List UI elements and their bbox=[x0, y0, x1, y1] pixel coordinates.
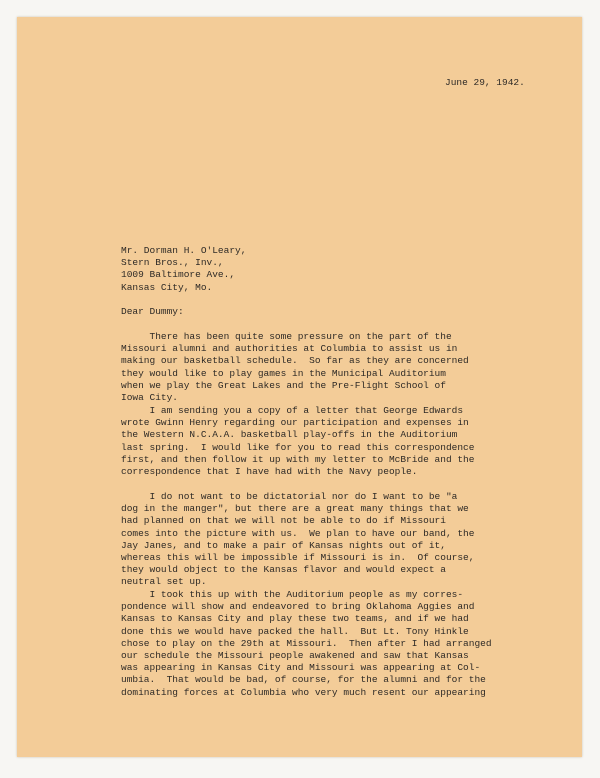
paragraph-line: Missouri alumni and authorities at Columbia to assist us in bbox=[121, 343, 458, 355]
paragraph-line: Iowa City. bbox=[121, 392, 179, 404]
paragraph-line: our schedule the Missouri people awakened and saw that Kansas bbox=[121, 650, 469, 662]
address-line: Kansas City, Mo. bbox=[121, 281, 213, 293]
paragraph-line: chose to play on the 29th at Missouri. Then after I had arranged bbox=[121, 637, 492, 649]
paragraph-line: There has been quite some pressure on the part of the bbox=[121, 331, 452, 342]
paragraph-line: whereas this will be impossible if Missouri is in. Of course, bbox=[121, 552, 475, 564]
address-line: Stern Bros., Inv., bbox=[121, 257, 224, 269]
paragraph-4 bbox=[121, 589, 492, 699]
recipient-address bbox=[121, 245, 246, 294]
paragraph-line: last spring. I would like for you to read this correspondence bbox=[121, 441, 475, 453]
salutation: Dear Dummy: bbox=[121, 306, 184, 317]
paragraph-3 bbox=[121, 491, 474, 589]
paragraph-2 bbox=[121, 405, 474, 478]
paragraph-line: correspondence that I have had with the Navy people. bbox=[121, 466, 418, 478]
letter-date: June 29, 1942. bbox=[445, 77, 525, 88]
paragraph-line: I am sending you a copy of a letter that George Edwards bbox=[121, 405, 464, 416]
paragraph-line: neutral set up. bbox=[121, 576, 207, 588]
paragraph-line: I do not want to be dictatorial nor do I want to be "a bbox=[121, 491, 458, 502]
paragraph-line: first, and then follow it up with my letter to McBride and the bbox=[121, 453, 475, 465]
paragraph-line: umbia. That would be bad, of course, for the alumni and for the bbox=[121, 674, 486, 686]
paragraph-line: done this we would have packed the hall. But Lt. Tony Hinkle bbox=[121, 625, 469, 637]
paragraph-line: dog in the manger", but there are a great many things that we bbox=[121, 503, 469, 515]
paragraph-line: Kansas to Kansas City and play these two teams, and if we had bbox=[121, 613, 469, 625]
paragraph-line: they would like to play games in the Municipal Auditorium bbox=[121, 367, 446, 379]
paragraph-line: had planned on that we will not be able to do if Missouri bbox=[121, 515, 446, 527]
letter-page bbox=[17, 17, 582, 757]
paragraph-line: when we play the Great Lakes and the Pre-Flight School of bbox=[121, 379, 446, 391]
paragraph-line: I took this up with the Auditorium people as my corres- bbox=[121, 589, 464, 600]
paragraph-1 bbox=[121, 331, 469, 404]
paragraph-line: wrote Gwinn Henry regarding our participation and expenses in bbox=[121, 417, 469, 429]
address-line: 1009 Baltimore Ave., bbox=[121, 269, 236, 281]
paragraph-line: they would object to the Kansas flavor and would expect a bbox=[121, 564, 446, 576]
paragraph-line: Jay Janes, and to make a pair of Kansas nights out of it, bbox=[121, 539, 446, 551]
paragraph-line: was appearing in Kansas City and Missouri was appearing at Col- bbox=[121, 662, 481, 674]
paragraph-line: the Western N.C.A.A. basketball play-offs in the Auditorium bbox=[121, 429, 458, 441]
paragraph-line: comes into the picture with us. We plan to have our band, the bbox=[121, 527, 475, 539]
paragraph-line: dominating forces at Columbia who very much resent our appearing bbox=[121, 686, 486, 698]
paragraph-line: making our basketball schedule. So far as they are concerned bbox=[121, 355, 469, 367]
address-line: Mr. Dorman H. O'Leary, bbox=[121, 245, 247, 256]
paragraph-line: pondence will show and endeavored to bring Oklahoma Aggies and bbox=[121, 601, 475, 613]
